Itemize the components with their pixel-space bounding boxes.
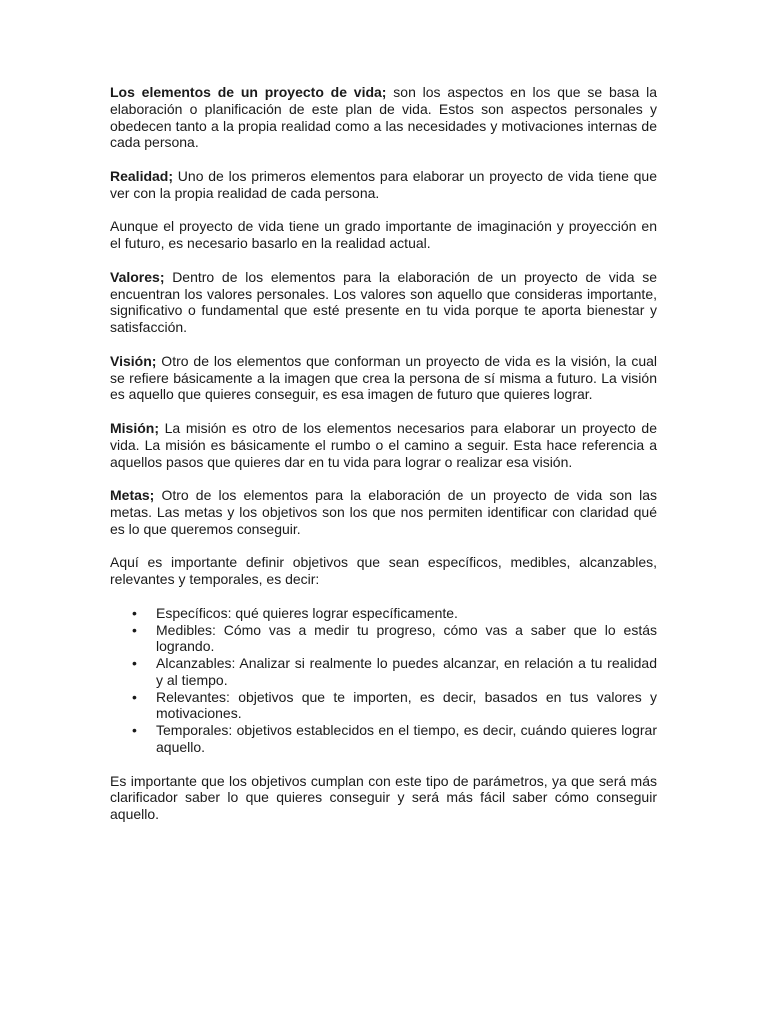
paragraph-realidad xyxy=(110,168,657,202)
paragraph-intro-text: son los aspectos en los que se basa la elaboración o planificación de este plan de vida. Estos son aspectos personales y obedecen tanto a la propia realidad como a las necesidades y motivaciones internas de cada persona. xyxy=(110,84,657,151)
paragraph-metas-text: Otro de los elementos para la elaboración de un proyecto de vida son las metas. Las metas y los objetivos son los que nos permiten identificar con claridad qué es lo que queremos conseguir. xyxy=(110,487,657,537)
list-item-text: Alcanzables: Analizar si realmente lo puedes alcanzar, en relación a tu realidad y al tiempo. xyxy=(156,655,657,688)
list-item-text: Temporales: objetivos establecidos en el tiempo, es decir, cuándo quieres lograr aquello. xyxy=(156,722,657,756)
paragraph-aunque xyxy=(110,218,657,252)
bullet-icon: • xyxy=(132,604,137,621)
term-vision: Visión; xyxy=(110,352,157,369)
paragraph-conclusion-text: Es importante que los objetivos cumplan con este tipo de parámetros, ya que será más clarificador saber lo que quieres conseguir y será más fácil saber cómo conseguir aquello. xyxy=(110,772,657,823)
list-item-especificos xyxy=(110,605,657,622)
paragraph-valores xyxy=(110,269,657,336)
paragraph-realidad-text: Uno de los primeros elementos para elaborar un proyecto de vida tiene que ver con la propia realidad de cada persona. xyxy=(110,167,657,201)
paragraph-valores-text: Dentro de los elementos para la elaboración de un proyecto de vida se encuentran los valores personales. Los valores son aquello que consideras importante, significativo o fundamental que esté presente en tu vida porque te aporta bienestar y satisfacción. xyxy=(110,268,657,336)
list-item-medibles xyxy=(110,622,657,656)
list-item-temporales xyxy=(110,722,657,756)
document-page xyxy=(110,84,657,840)
bullet-icon: • xyxy=(132,621,137,638)
bullet-icon: • xyxy=(132,722,137,739)
list-item-relevantes xyxy=(110,689,657,723)
paragraph-conclusion xyxy=(110,773,657,823)
paragraph-aunque-text: Aunque el proyecto de vida tiene un grado importante de imaginación y proyección en el futuro, es necesario basarlo en la realidad actual. xyxy=(110,218,657,252)
objectives-list xyxy=(110,605,657,756)
list-item-text: Relevantes: objetivos que te importen, es decir, basados en tus valores y motivaciones. xyxy=(156,688,657,722)
term-mision: Misión; xyxy=(110,419,159,436)
term-elementos: Los elementos de un proyecto de vida; xyxy=(110,84,387,100)
paragraph-mision xyxy=(110,420,657,470)
paragraph-aqui-text: Aquí es importante definir objetivos que sean específicos, medibles, alcanzables, relevantes y temporales, es decir: xyxy=(110,554,657,588)
paragraph-aqui xyxy=(110,554,657,588)
paragraph-metas xyxy=(110,487,657,537)
list-item-text: Medibles: Cómo vas a medir tu progreso, cómo vas a saber que lo estás logrando. xyxy=(156,621,657,655)
paragraph-mision-text: La misión es otro de los elementos necesarios para elaborar un proyecto de vida. La misión es básicamente el rumbo o el camino a seguir. Esta hace referencia a aquellos pasos que quieres dar en tu vida para lograr o realizar esa visión. xyxy=(110,419,657,470)
term-realidad: Realidad; xyxy=(110,167,174,184)
paragraph-intro xyxy=(110,84,657,151)
list-item-text: Específicos: qué quieres lograr específicamente. xyxy=(156,604,458,621)
term-valores: Valores; xyxy=(110,268,165,285)
list-item-alcanzables xyxy=(110,655,657,689)
paragraph-vision xyxy=(110,353,657,403)
bullet-icon: • xyxy=(132,688,137,705)
paragraph-vision-text: Otro de los elementos que conforman un proyecto de vida es la visión, la cual se refiere básicamente a la imagen que crea la persona de sí misma a futuro. La visión es aquello que quieres conseguir, es esa imagen de futuro que quieres lograr. xyxy=(110,352,657,403)
term-metas: Metas; xyxy=(110,487,155,504)
bullet-icon: • xyxy=(132,655,137,672)
